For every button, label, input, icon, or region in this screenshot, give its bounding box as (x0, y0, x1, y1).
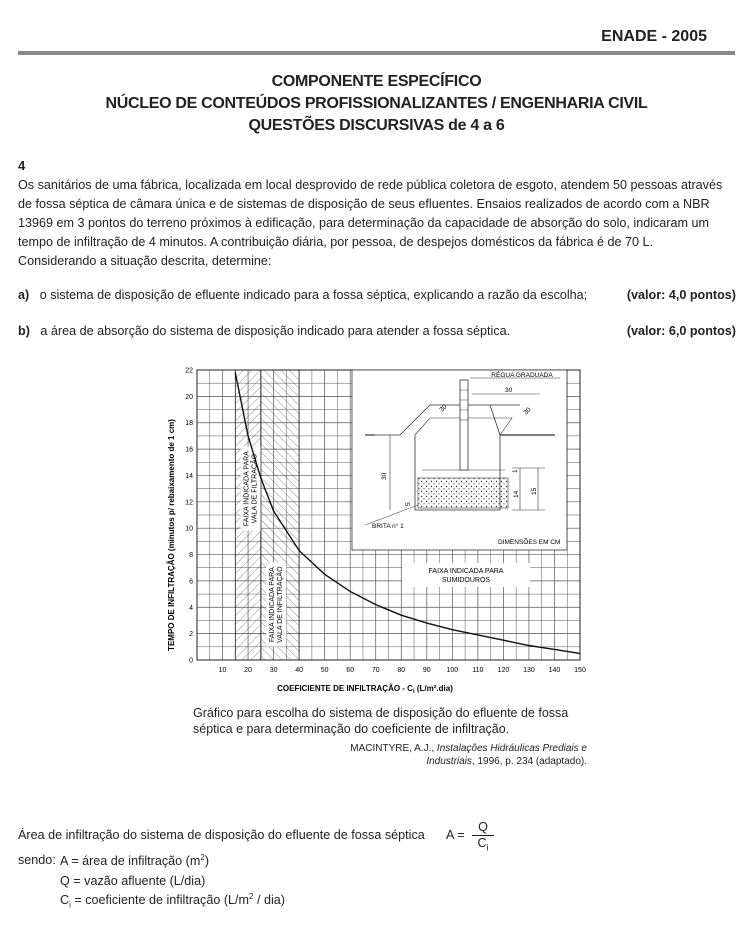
x-tick-label: 150 (574, 667, 586, 674)
statement-line: de fossa séptica de câmara única e de sistemas de disposição de seus efluentes. Ensaios realizados de acordo com a NBR (18, 197, 710, 211)
x-tick-label: 30 (269, 667, 278, 674)
inset-dim: 14 (513, 490, 520, 498)
formula-intro: Área de infiltração do sistema de disposição do efluente de fossa séptica (18, 828, 425, 842)
y-tick-label: 20 (185, 393, 193, 401)
inset-brita-label: BRITA n° 1 (372, 523, 404, 530)
x-tick-label: 140 (548, 667, 561, 674)
cite-title: Instalações Hidráulicas Prediais e (436, 743, 587, 754)
header-rule (18, 51, 735, 55)
x-tick-label: 10 (218, 667, 227, 674)
item-value: (valor: 4,0 pontos) (626, 288, 736, 302)
statement-line: Os sanitários de uma fábrica, localizada em local desprovido de rede pública coletora de esgoto, atendem 50 pessoas através (18, 178, 723, 192)
sumidouros-label-line: FAIXA INDICADA PARA (428, 568, 504, 575)
y-tick-label: 18 (185, 420, 193, 428)
x-tick-label: 110 (472, 667, 484, 674)
cite-author: MACINTYRE, A.J., (350, 743, 437, 754)
formula-lhs: A = (446, 828, 465, 842)
band-label-filtracao: VALA DE FILTRAÇÃO (251, 453, 259, 524)
inset-dim: 5 (405, 502, 412, 506)
item-text: a área de absorção do sistema de disposição indicado para atender a fossa séptica. (40, 324, 511, 338)
item-text: o sistema de disposição de efluente indicado para a fossa séptica, explicando a razão da escolha; (39, 288, 588, 302)
y-tick-label: 8 (189, 552, 193, 560)
x-tick-label: 80 (397, 667, 406, 674)
x-tick-label: 90 (422, 667, 431, 674)
question-number: 4 (18, 158, 26, 173)
y-tick-label: 22 (185, 367, 193, 375)
inset-dim: 30 (381, 472, 388, 480)
y-tick-label: 0 (189, 657, 193, 665)
fraction-numerator: Q (478, 820, 488, 834)
inset-diagram (352, 370, 567, 550)
statement-line: tempo de infiltração de 4 minutos. A contribuição diária, por pessoa, de despejos domésticos da fábrica é de 70 L. (18, 235, 653, 249)
chart-bands (235, 370, 299, 660)
sumidouros-band-label (402, 563, 530, 587)
x-tick-label: 20 (244, 667, 252, 674)
formula-fraction (472, 820, 494, 853)
infiltration-chart (160, 360, 600, 700)
band-label-filtracao: FAIXA INDICADA PARA (243, 451, 251, 527)
x-tick-label: 130 (523, 667, 535, 674)
y-tick-label: 16 (185, 446, 193, 454)
x-tick-label: 120 (497, 667, 510, 674)
inset-dim: 1 (512, 469, 519, 473)
inset-dim: 15 (531, 487, 538, 495)
x-tick-label: 40 (295, 667, 304, 674)
x-tick-label: 50 (320, 667, 329, 674)
y-axis-label: TEMPO DE INFILTRAÇÃO (minutos p/ rebaixamento de 1 cm) (167, 419, 176, 651)
cite-title: Industriais (426, 756, 472, 767)
fraction-denominator: $C_i$ (472, 835, 494, 853)
inset-dim: 30 (505, 387, 513, 394)
inset-regua-label: RÉGUA GRADUADA (491, 372, 553, 379)
y-tick-label: 12 (185, 499, 193, 507)
title-line-2: NÚCLEO DE CONTEÚDOS PROFISSIONALIZANTES / ENGENHARIA CIVIL (105, 95, 648, 112)
caption-line: séptica e para determinação do coeficiente de infiltração. (193, 722, 510, 736)
y-tick-label: 6 (189, 578, 193, 586)
band-label-infiltracao: FAIXA INDICADA PARA (269, 567, 277, 643)
inset-dim: 30 (438, 403, 449, 414)
def-area: A = área de infiltração $(m^2)$ (60, 853, 210, 869)
question-statement (18, 176, 738, 271)
figure-caption (193, 705, 593, 737)
figure-citation (193, 742, 587, 768)
caption-line: Gráfico para escolha do sistema de disposição do efluente de fossa (193, 706, 569, 720)
def-coeficiente: $C_i$ = coeficiente de infiltração $(L/m^2 / dia)$ (60, 892, 285, 910)
x-tick-label: 100 (446, 667, 459, 674)
item-a (18, 288, 736, 302)
x-tick-label: 60 (346, 667, 355, 674)
statement-line: Considerando a situação descrita, determine: (18, 254, 272, 268)
statement-line: 13969 em 3 pontos do terreno próximos à edificação, para determinação da capacidade de absorção do solo, indicaram um (18, 216, 709, 230)
formula-sendo: sendo: (18, 853, 56, 867)
inset-dim: 30 (522, 406, 533, 417)
cite-rest: , 1996, p. 234 (adaptado). (471, 756, 587, 767)
y-tick-label: 2 (189, 631, 193, 639)
def-vazao: Q = vazão afluente (L/dia) (60, 874, 206, 888)
item-value: (valor: 6,0 pontos) (626, 324, 736, 338)
inset-units-label: DIMENSÕES EM CM (498, 539, 561, 546)
exam-header: ENADE - 2005 (601, 28, 707, 45)
title-line-3: QUESTÕES DISCURSIVAS de 4 a 6 (248, 117, 505, 134)
item-b (18, 324, 736, 338)
x-axis-label: COEFICIENTE DE INFILTRAÇÃO - $C_i$ (L/m².dia) (277, 684, 453, 695)
title-line-1: COMPONENTE ESPECÍFICO (271, 73, 482, 90)
x-tick-label: 70 (371, 667, 380, 674)
item-letter: a) (18, 288, 30, 302)
y-tick-label: 4 (189, 604, 193, 612)
y-tick-label: 10 (185, 525, 193, 533)
item-letter: b) (18, 324, 30, 338)
band-label-infiltracao: VALA DE INFILTRAÇÃO (277, 566, 285, 643)
sumidouros-label-line: SUMIDOUROS (441, 577, 491, 584)
y-tick-label: 14 (185, 472, 193, 480)
